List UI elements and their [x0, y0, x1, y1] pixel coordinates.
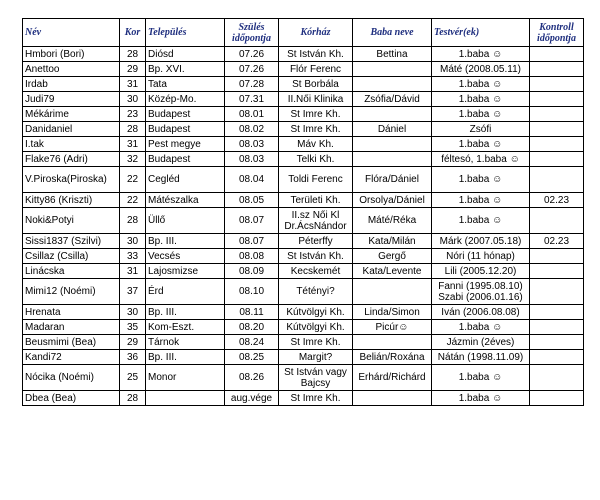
cell-kontroll: [530, 167, 584, 193]
table-row: [23, 335, 584, 350]
cell-korhaz: [279, 47, 353, 62]
table-row: [23, 350, 584, 365]
cell-baba: Zsófia/Dávid: [353, 92, 432, 107]
cell-szules: 08.10: [225, 279, 279, 305]
cell-baba: [353, 137, 432, 152]
cell-testver: [432, 391, 530, 406]
cell-korhaz: [279, 234, 353, 249]
cell-kor: 36: [120, 350, 146, 365]
cell-korhaz-line: Tétényi?: [296, 286, 335, 297]
cell-kor: 30: [120, 305, 146, 320]
header-row: [23, 19, 584, 47]
cell-telepules: Érd: [146, 279, 225, 305]
table-body: [23, 47, 584, 406]
header-szules: [225, 19, 279, 47]
cell-kontroll: [530, 249, 584, 264]
cell-korhaz-line: Péterffy: [298, 235, 333, 247]
cell-korhaz: [279, 208, 353, 234]
cell-kor: 28: [120, 122, 146, 137]
cell-korhaz: [279, 62, 353, 77]
cell-testver: [432, 208, 530, 234]
cell-korhaz: [279, 320, 353, 335]
cell-korhaz-line: Flór Ferenc: [289, 63, 342, 75]
cell-kor: 28: [120, 47, 146, 62]
cell-telepules: Tárnok: [146, 335, 225, 350]
table-row: [23, 152, 584, 167]
cell-korhaz: [279, 391, 353, 406]
cell-testver-line: 1.baba ☺: [458, 93, 503, 105]
cell-nev: Kitty86 (Kriszti): [23, 193, 120, 208]
cell-testver-line: Jázmin (2éves): [446, 336, 515, 348]
cell-nev: Kandi72: [23, 350, 120, 365]
cell-kontroll: [530, 107, 584, 122]
cell-testver: [432, 279, 530, 305]
cell-nev: Irdab: [23, 77, 120, 92]
cell-korhaz-line: Máv Kh.: [297, 138, 334, 150]
cell-nev: V.Piroska(Piroska): [23, 167, 120, 193]
cell-korhaz-line: Bajcsy: [300, 377, 331, 389]
cell-korhaz-line: Területi Kh.: [290, 194, 341, 206]
header-nev: Név: [23, 19, 120, 47]
cell-testver-line: 1.baba ☺: [458, 372, 503, 383]
cell-baba: Kata/Milán: [353, 234, 432, 249]
table-row: [23, 305, 584, 320]
cell-baba: [353, 152, 432, 167]
cell-kor: 30: [120, 234, 146, 249]
cell-telepules: Közép-Mo.: [146, 92, 225, 107]
cell-nev: Dbea (Bea): [23, 391, 120, 406]
cell-testver-line: féltesó, 1.baba ☺: [441, 153, 520, 165]
cell-kontroll: [530, 208, 584, 234]
cell-baba: Linda/Simon: [353, 305, 432, 320]
cell-testver: [432, 264, 530, 279]
cell-telepules: Budapest: [146, 122, 225, 137]
cell-szules: 07.31: [225, 92, 279, 107]
cell-baba: Bettina: [353, 47, 432, 62]
cell-korhaz: [279, 92, 353, 107]
cell-szules: 08.24: [225, 335, 279, 350]
cell-kontroll: [530, 320, 584, 335]
cell-kor: 30: [120, 92, 146, 107]
cell-testver-line: 1.baba ☺: [458, 108, 503, 120]
cell-baba: Kata/Levente: [353, 264, 432, 279]
cell-nev: Madaran: [23, 320, 120, 335]
cell-testver: [432, 365, 530, 391]
cell-baba: [353, 107, 432, 122]
cell-baba: Picúr☺: [353, 320, 432, 335]
cell-baba: Orsolya/Dániel: [353, 193, 432, 208]
cell-telepules: Bp. III.: [146, 234, 225, 249]
cell-szules: 08.07: [225, 208, 279, 234]
cell-korhaz-line: St Imre Kh.: [290, 336, 341, 348]
cell-nev: Anettoo: [23, 62, 120, 77]
cell-szules: 08.26: [225, 365, 279, 391]
cell-kor: 29: [120, 62, 146, 77]
cell-korhaz-line: Margit?: [298, 351, 333, 363]
cell-szules: 08.11: [225, 305, 279, 320]
cell-telepules: Bp. III.: [146, 350, 225, 365]
cell-kor: 32: [120, 152, 146, 167]
cell-testver-line: Fanni (1995.08.10): [438, 280, 523, 292]
cell-korhaz-line: St István vagy: [284, 366, 347, 378]
cell-baba: [353, 391, 432, 406]
cell-testver-line: 1.baba ☺: [458, 138, 503, 150]
cell-testver-line: Márk (2007.05.18): [439, 235, 522, 247]
cell-testver: [432, 350, 530, 365]
cell-nev: Linácska: [23, 264, 120, 279]
cell-szules: 08.08: [225, 249, 279, 264]
cell-kontroll: [530, 122, 584, 137]
cell-telepules: Bp. III.: [146, 305, 225, 320]
cell-baba: Gergő: [353, 249, 432, 264]
cell-testver-line: Nátán (1998.11.09): [437, 351, 524, 363]
cell-nev: Noki&Potyi: [23, 208, 120, 234]
cell-korhaz: [279, 137, 353, 152]
table-row: [23, 167, 584, 193]
header-kontroll: [530, 19, 584, 47]
cell-kontroll: [530, 365, 584, 391]
cell-testver: [432, 167, 530, 193]
cell-szules: 08.03: [225, 137, 279, 152]
cell-testver: [432, 249, 530, 264]
table-row: [23, 77, 584, 92]
header-baba: Baba neve: [353, 19, 432, 47]
header-kor: Kor: [120, 19, 146, 47]
cell-nev: Mékárime: [23, 107, 120, 122]
cell-telepules: Pest megye: [146, 137, 225, 152]
cell-testver-line: 1.baba ☺: [458, 194, 503, 206]
cell-nev: I.tak: [23, 137, 120, 152]
cell-korhaz: [279, 264, 353, 279]
cell-szules: 07.28: [225, 77, 279, 92]
cell-testver-line: 1.baba ☺: [458, 321, 503, 333]
cell-kontroll: [530, 152, 584, 167]
table-row: [23, 320, 584, 335]
cell-korhaz: [279, 365, 353, 391]
header-korhaz: Kórház: [279, 19, 353, 47]
cell-testver-line: Iván (2006.08.08): [441, 306, 520, 318]
cell-kor: 31: [120, 77, 146, 92]
cell-testver: [432, 137, 530, 152]
header-szules-line1: Szülés: [238, 21, 265, 33]
cell-testver-line: 1.baba ☺: [458, 174, 503, 185]
table-row: [23, 62, 584, 77]
cell-korhaz: [279, 335, 353, 350]
cell-kontroll: [530, 137, 584, 152]
cell-kontroll: [530, 264, 584, 279]
table-row: [23, 107, 584, 122]
cell-baba: Erhárd/Richárd: [353, 365, 432, 391]
cell-szules: 08.07: [225, 234, 279, 249]
cell-kor: 35: [120, 320, 146, 335]
cell-baba: [353, 77, 432, 92]
cell-szules: 07.26: [225, 47, 279, 62]
cell-testver: [432, 77, 530, 92]
cell-nev: Beusmimi (Bea): [23, 335, 120, 350]
table-row: [23, 279, 584, 305]
cell-nev: Judi79: [23, 92, 120, 107]
cell-korhaz: [279, 152, 353, 167]
header-telepules: Település: [146, 19, 225, 47]
cell-korhaz-line: St Borbála: [292, 78, 339, 90]
cell-testver: [432, 234, 530, 249]
cell-korhaz: [279, 279, 353, 305]
cell-testver-line: Nóri (11 hónap): [446, 250, 515, 262]
cell-telepules: Mátészalka: [146, 193, 225, 208]
cell-testver-line: 1.baba ☺: [458, 78, 503, 90]
cell-kor: 22: [120, 193, 146, 208]
cell-nev: Nócika (Noémi): [23, 365, 120, 391]
cell-kontroll: [530, 350, 584, 365]
cell-kor: 28: [120, 208, 146, 234]
cell-korhaz: [279, 167, 353, 193]
cell-szules: aug.vége: [225, 391, 279, 406]
cell-telepules: Cegléd: [146, 167, 225, 193]
header-kontroll-line1: Kontroll: [539, 21, 574, 33]
cell-korhaz: [279, 350, 353, 365]
cell-baba: [353, 62, 432, 77]
cell-kontroll: 02.23: [530, 193, 584, 208]
cell-korhaz: [279, 107, 353, 122]
cell-korhaz: [279, 305, 353, 320]
cell-testver-line: Zsófi: [469, 123, 492, 135]
cell-kontroll: [530, 391, 584, 406]
cell-szules: 08.09: [225, 264, 279, 279]
cell-testver: [432, 122, 530, 137]
cell-testver: [432, 47, 530, 62]
cell-korhaz-line: St Imre Kh.: [290, 392, 341, 404]
cell-telepules: Vecsés: [146, 249, 225, 264]
table-row: [23, 391, 584, 406]
cell-baba: Máté/Réka: [353, 208, 432, 234]
cell-korhaz: [279, 77, 353, 92]
cell-szules: 07.26: [225, 62, 279, 77]
cell-korhaz-line: Telki Kh.: [296, 153, 335, 165]
cell-korhaz-line: II.Női Klinika: [287, 93, 344, 105]
cell-baba: Belián/Roxána: [353, 350, 432, 365]
cell-nev: Hmbori (Bori): [23, 47, 120, 62]
cell-baba: Dániel: [353, 122, 432, 137]
cell-telepules: Budapest: [146, 107, 225, 122]
cell-kontroll: 02.23: [530, 234, 584, 249]
cell-kor: 28: [120, 391, 146, 406]
cell-korhaz: [279, 122, 353, 137]
cell-kor: 33: [120, 249, 146, 264]
cell-telepules: Üllő: [146, 208, 225, 234]
cell-telepules: [146, 391, 225, 406]
cell-kontroll: [530, 47, 584, 62]
cell-korhaz-line: Dr.ÁcsNándor: [284, 220, 347, 232]
cell-kor: 31: [120, 137, 146, 152]
cell-telepules: Kom-Eszt.: [146, 320, 225, 335]
cell-baba: Flóra/Dániel: [353, 167, 432, 193]
cell-testver: [432, 92, 530, 107]
cell-kor: 37: [120, 279, 146, 305]
cell-kor: 22: [120, 167, 146, 193]
cell-nev: Danidaniel: [23, 122, 120, 137]
cell-korhaz-line: Kútvölgyi Kh.: [286, 321, 345, 333]
cell-korhaz-line: St Imre Kh.: [290, 123, 341, 135]
table-row: [23, 47, 584, 62]
cell-telepules: Tata: [146, 77, 225, 92]
cell-testver: [432, 320, 530, 335]
cell-kor: 23: [120, 107, 146, 122]
cell-testver: [432, 62, 530, 77]
cell-testver-line: 1.baba ☺: [458, 215, 503, 226]
cell-testver-line: Lili (2005.12.20): [444, 265, 517, 277]
cell-korhaz-line: St István Kh.: [287, 48, 344, 60]
cell-telepules: Diósd: [146, 47, 225, 62]
cell-szules: 08.20: [225, 320, 279, 335]
table-row: [23, 92, 584, 107]
cell-nev: Csillaz (Csilla): [23, 249, 120, 264]
cell-szules: 08.04: [225, 167, 279, 193]
cell-kontroll: [530, 92, 584, 107]
cell-kontroll: [530, 305, 584, 320]
cell-szules: 08.25: [225, 350, 279, 365]
cell-kor: 31: [120, 264, 146, 279]
cell-korhaz: [279, 249, 353, 264]
cell-nev: Mimi12 (Noémi): [23, 279, 120, 305]
cell-telepules: Monor: [146, 365, 225, 391]
cell-kontroll: [530, 279, 584, 305]
cell-nev: Sissi1837 (Szilvi): [23, 234, 120, 249]
cell-korhaz-line: Toldi Ferenc: [288, 174, 343, 185]
cell-szules: 08.02: [225, 122, 279, 137]
cell-korhaz-line: St István Kh.: [287, 250, 344, 262]
cell-szules: 08.05: [225, 193, 279, 208]
cell-testver: [432, 193, 530, 208]
cell-korhaz-line: Kecskemét: [290, 265, 341, 277]
cell-testver-line: Máté (2008.05.11): [440, 63, 521, 75]
cell-baba: [353, 335, 432, 350]
table-row: [23, 365, 584, 391]
cell-telepules: Budapest: [146, 152, 225, 167]
table-row: [23, 193, 584, 208]
cell-kor: 25: [120, 365, 146, 391]
cell-nev: Flake76 (Adri): [23, 152, 120, 167]
cell-kor: 29: [120, 335, 146, 350]
cell-testver: [432, 107, 530, 122]
cell-kontroll: [530, 335, 584, 350]
cell-testver-line: 1.baba ☺: [458, 48, 503, 60]
cell-korhaz-line: St Imre Kh.: [290, 108, 341, 120]
table-row: [23, 264, 584, 279]
cell-baba: [353, 279, 432, 305]
cell-kontroll: [530, 77, 584, 92]
table-row: [23, 122, 584, 137]
cell-nev: Hrenata: [23, 305, 120, 320]
cell-testver: [432, 305, 530, 320]
cell-testver: [432, 152, 530, 167]
cell-korhaz-line: Kútvölgyi Kh.: [286, 306, 345, 318]
cell-szules: 08.03: [225, 152, 279, 167]
table-row: [23, 234, 584, 249]
cell-szules: 08.01: [225, 107, 279, 122]
header-testver: Testvér(ek): [432, 19, 530, 47]
table-row: [23, 249, 584, 264]
cell-telepules: Bp. XVI.: [146, 62, 225, 77]
cell-telepules: Lajosmizse: [146, 264, 225, 279]
table-row: [23, 208, 584, 234]
cell-korhaz-line: II.sz Női Kl: [291, 209, 340, 221]
header-kontroll-line2: időpontja: [537, 32, 576, 44]
header-szules-line2: időpontja: [232, 32, 271, 44]
cell-korhaz: [279, 193, 353, 208]
cell-testver-line: Szabi (2006.01.16): [438, 291, 523, 303]
pregnancy-table: [22, 18, 584, 406]
cell-kontroll: [530, 62, 584, 77]
cell-testver-line: 1.baba ☺: [458, 392, 503, 404]
table-row: [23, 137, 584, 152]
cell-testver: [432, 335, 530, 350]
